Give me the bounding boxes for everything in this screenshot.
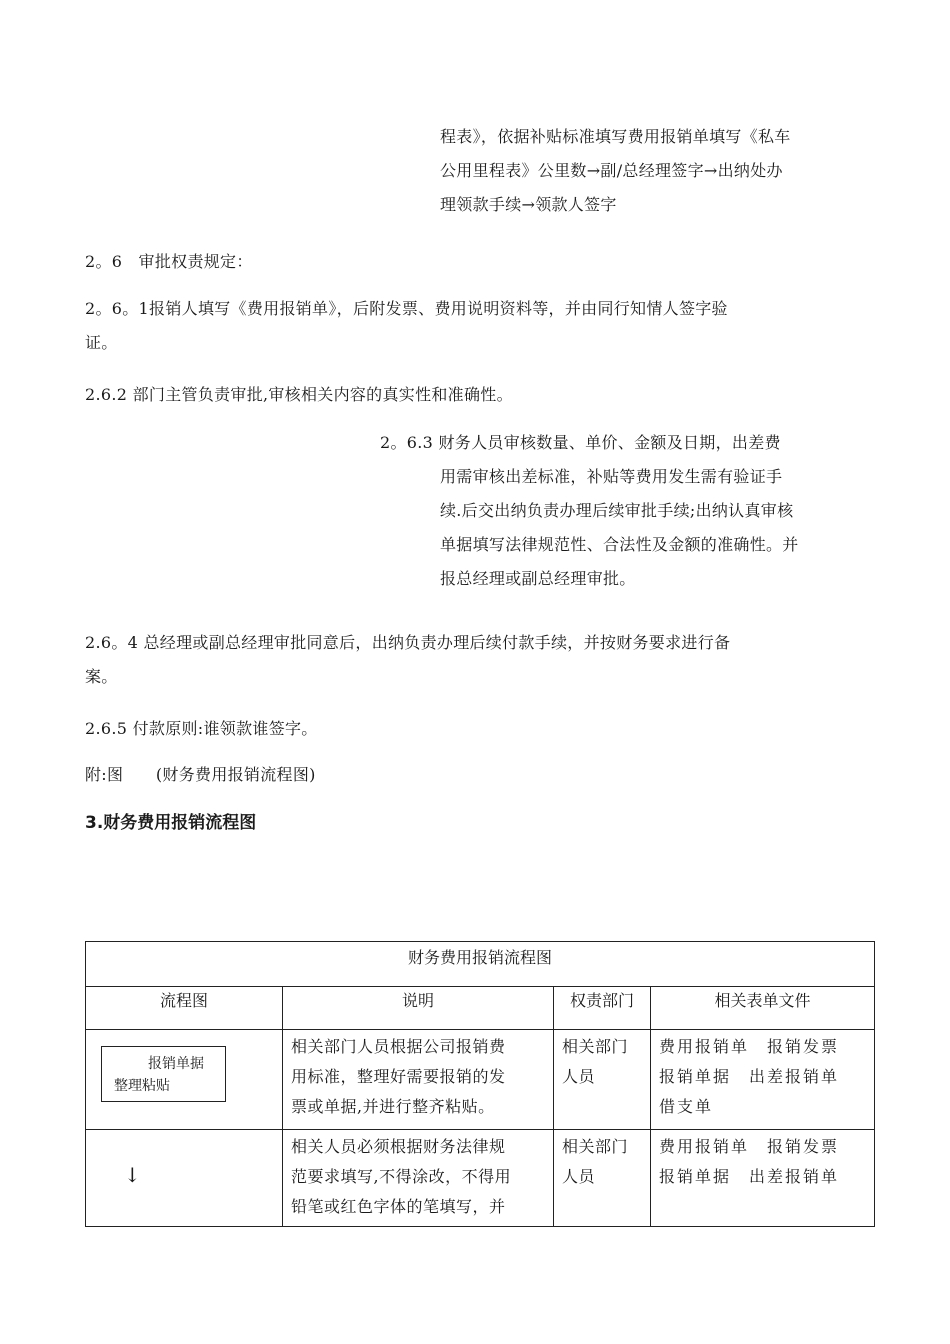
description-cell [283,1030,554,1130]
flowchart-step-label: 整理粘贴 [114,1078,170,1094]
table-title: 财务费用报销流程图 [86,942,875,987]
text-line: 用需审核出差标准，补贴等费用发生需有验证手 [440,467,783,486]
text-line: 案。 [85,667,118,686]
text-line: 报销单据 出差报销单 [659,1167,840,1186]
text-line: 理领款手续→领款人签字 [440,195,617,214]
table-header-row [86,987,875,1030]
column-header: 流程图 [86,987,283,1030]
column-header: 说明 [283,987,554,1030]
continuation-paragraph [440,120,870,222]
section-2-6-4 [85,626,870,694]
table-row [86,1130,875,1227]
flowchart-step-label: 报销单据 [148,1056,204,1072]
text-line: 费用报销单 报销发票 [659,1037,840,1056]
text-line: 用标准，整理好需要报销的发 [291,1067,506,1086]
text-line: 人员 [562,1167,596,1186]
text-line: 范要求填写,不得涂改，不得用 [291,1167,512,1186]
text-line: 相关部门 [562,1037,629,1056]
text-line: 程表》，依据补贴标准填写费用报销单填写《私车 [440,127,791,146]
text-line: 相关人员必须根据财务法律规 [291,1137,506,1156]
section-2-6-3 [380,426,870,596]
flow-arrow-down-icon: ↓ [124,1163,141,1187]
text-line: 2。6.3 财务人员审核数量、单价、金额及日期，出差费 [380,433,781,452]
text-line: 相关部门人员根据公司报销费 [291,1037,506,1056]
column-header: 相关表单文件 [651,987,875,1030]
section-2-6-1 [85,292,870,360]
text-line: 公用里程表》公里数→副/总经理签字→出纳处办 [440,161,783,180]
text-line: 票或单据,并进行整齐粘贴。 [291,1097,495,1116]
department-cell [554,1030,651,1130]
text-line: 报总经理或副总经理审批。 [440,569,636,588]
text-line: 证。 [85,333,118,352]
description-cell [283,1130,554,1227]
section-2-6-2: 2.6.2 部门主管负责审批,审核相关内容的真实性和准确性。 [85,385,513,404]
section-3-heading: 3.财务费用报销流程图 [85,813,257,833]
text-line: 续.后交出纳负责办理后续审批手续;出纳认真审核 [440,501,794,520]
flowchart-step-box [101,1046,226,1102]
text-line: 人员 [562,1067,596,1086]
flow-cell [86,1130,283,1227]
text-line: 单据填写法律规范性、合法性及金额的准确性。并 [440,535,799,554]
section-2-6-heading: 2。6 审批权责规定： [85,252,253,271]
text-line: 2.6。4 总经理或副总经理审批同意后，出纳负责办理后续付款手续，并按财务要求进行备 [85,633,731,652]
text-line: 相关部门 [562,1137,629,1156]
text-line: 费用报销单 报销发票 [659,1137,840,1156]
text-line: 借支单 [659,1097,714,1116]
text-line: 2。6。1报销人填写《费用报销单》，后附发票、费用说明资料等，并由同行知情人签字验 [85,299,728,318]
section-2-6-5: 2.6.5 付款原则:谁领款谁签字。 [85,719,318,738]
department-cell [554,1130,651,1227]
column-header: 权责部门 [554,987,651,1030]
text-line: 铅笔或红色字体的笔填写，并 [291,1197,506,1216]
appendix-note: 附:图 (财务费用报销流程图) [85,765,316,784]
documents-cell [651,1130,875,1227]
text-line: 报销单据 出差报销单 [659,1067,840,1086]
documents-cell [651,1030,875,1130]
